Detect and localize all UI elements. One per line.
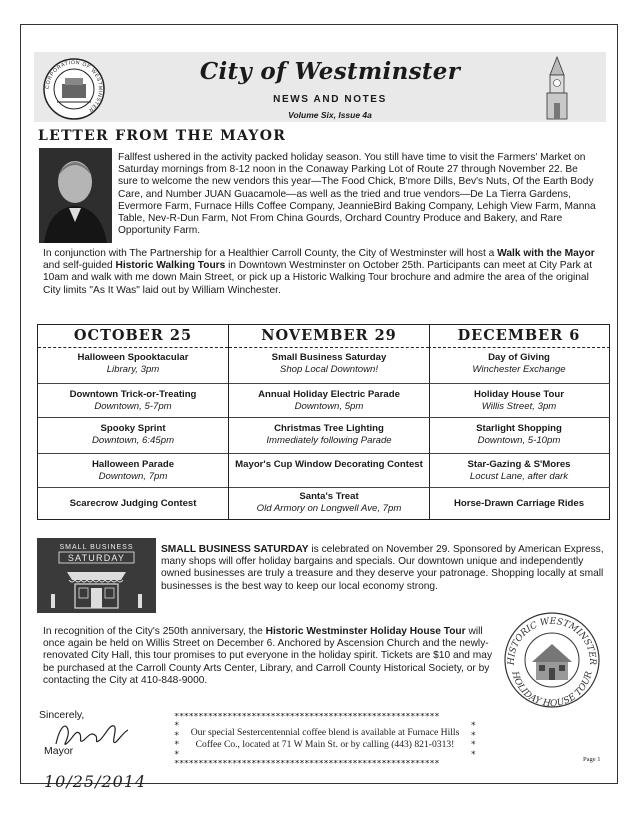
events-column-december <box>428 325 610 519</box>
event-item: Horse-Drawn Carriage Rides <box>453 498 585 509</box>
mayor-title: Mayor <box>44 745 74 757</box>
small-business-lead: SMALL BUSINESS SATURDAY <box>161 544 309 555</box>
house-tour-name: Historic Westminster Holiday House Tour <box>265 626 466 637</box>
event-item: Annual Holiday Electric Parade Downtown, 5pm <box>258 389 400 412</box>
section-heading: LETTER FROM THE MAYOR <box>38 128 287 144</box>
page-number: Page 1 <box>583 756 601 763</box>
coffee-notice-text: Our special Sestercentennial coffee blend is available at Furnace Hills Coffee Co., located at 71 W Main St. or by calling (443) 821-0313! <box>190 727 460 750</box>
holiday-house-tour-seal-icon <box>500 610 604 710</box>
star-border-top: ******************************************************* <box>174 713 440 722</box>
historic-walking-tours-text: Historic Walking Tours <box>115 260 226 272</box>
star-border-right: * * * * <box>470 721 476 760</box>
letter-paragraph-2: In conjunction with The Partnership for a Healthier Carroll County, the City of Westminster will host a Walk with the Mayor and self-guided Historic Walking Tours in Downtown Westminster on October 25th. Participants can meet at City Park at 10am and walk with me down Main Street, or pick up a Historic Walking Tour brochure and admire the area of the original City limits "As It Was" laid out by William Winchester. <box>43 248 595 296</box>
seal-top-text: HISTORIC WESTMINSTER <box>506 616 598 666</box>
event-item: Scarecrow Judging Contest <box>69 498 197 509</box>
seal-text: CORPORATION OF WESTMINSTER <box>44 59 104 114</box>
events-column-november <box>228 325 430 519</box>
events-column-october <box>38 325 228 519</box>
city-seal-icon <box>43 58 105 120</box>
newsletter-subtitle: NEWS AND NOTES <box>273 94 387 105</box>
event-item: Starlight Shopping Downtown, 5-10pm <box>476 423 562 446</box>
event-item: Star-Gazing & S'Mores Locust Lane, after dark <box>467 459 571 482</box>
coffee-notice-box <box>174 713 476 769</box>
event-item: Day of Giving Winchester Exchange <box>472 352 566 375</box>
event-item: Halloween Parade Downtown, 7pm <box>91 459 175 482</box>
event-item: Mayor's Cup Window Decorating Contest <box>235 459 423 470</box>
house-tour-paragraph: In recognition of the City's 250th anniversary, the Historic Westminster Holiday House Tour will once again be held on Willis Street on December 6. Anchored by Ascension Church and the newly-renovated City Hall, this tour promises to put everyone in the holiday spirit. Tickets are $10 and may be purchased at the Carroll County Arts Center, Library, and Carroll County Historical Society, or by contacting the City at 410-848-9000. <box>43 626 493 686</box>
newsletter-title: City of Westminster <box>199 58 461 85</box>
event-item: Downtown Trick-or-Treating Downtown, 5-7pm <box>69 389 197 412</box>
star-border-left: * * * * <box>174 721 180 760</box>
volume-issue: Volume Six, Issue 4a <box>288 110 372 120</box>
handwritten-date: 10/25/2014 <box>44 772 147 791</box>
small-business-paragraph: SMALL BUSINESS SATURDAY is celebrated on November 29. Sponsored by American Express, many shops will offer holiday bargains and specials. Our downtown unique and independently owned businesses are truly a treasure and they deserve your patronage. Shopping locally at small businesses is the best way to keep our local economy strong. <box>161 544 604 592</box>
svg-text:SMALL BUSINESS: SMALL BUSINESS <box>59 544 134 551</box>
event-item: Christmas Tree Lighting Immediately following Parade <box>266 423 392 446</box>
event-item: Spooky Sprint Downtown, 6:45pm <box>91 423 175 446</box>
column-date: OCTOBER 25 <box>38 325 228 348</box>
small-business-saturday-logo <box>37 538 156 613</box>
church-tower-icon <box>540 55 574 121</box>
star-border-bottom: ******************************************************* <box>174 760 440 769</box>
walk-with-mayor-text: Walk with the Mayor <box>497 248 595 259</box>
column-date: DECEMBER 6 <box>428 325 610 348</box>
sincerely: Sincerely, <box>39 709 85 721</box>
seal-bottom-text: HOLIDAY HOUSE TOUR <box>509 670 595 710</box>
event-item: Holiday House Tour Willis Street, 3pm <box>474 389 564 412</box>
event-item: Small Business Saturday Shop Local Downtown! <box>271 352 387 375</box>
column-date: NOVEMBER 29 <box>229 325 429 348</box>
mayor-photo <box>39 148 112 243</box>
svg-text:SATURDAY: SATURDAY <box>67 553 126 563</box>
events-table <box>37 324 610 520</box>
event-item: Halloween Spooktacular Library, 3pm <box>77 352 189 375</box>
letter-paragraph-1: Fallfest ushered in the activity packed holiday season. You still have time to visit the Farmers' Market on Saturday mornings from 8-12 noon in the Conaway Parking Lot of Route 27 through November 22. Be sure to welcome the new vendors this year—The Food Chick, B'more Dills, Bev's Nuts, Of the Earth Body Care, and Number JUAN Guacamole—as well as the tried and true vendors—De La Tierra Gardens, Evermore Farm, Furnace Hills Coffee Company, JeannieBird Baking Company, Lehigh View Farm, Manna Table, Nev-R-Dun Farm, Not From China Gourds, Orchard Country Produce and Bakery, and Rare Opportunity Farm. <box>118 152 596 237</box>
event-item: Santa's Treat Old Armory on Longwell Ave, 7pm <box>256 491 402 514</box>
